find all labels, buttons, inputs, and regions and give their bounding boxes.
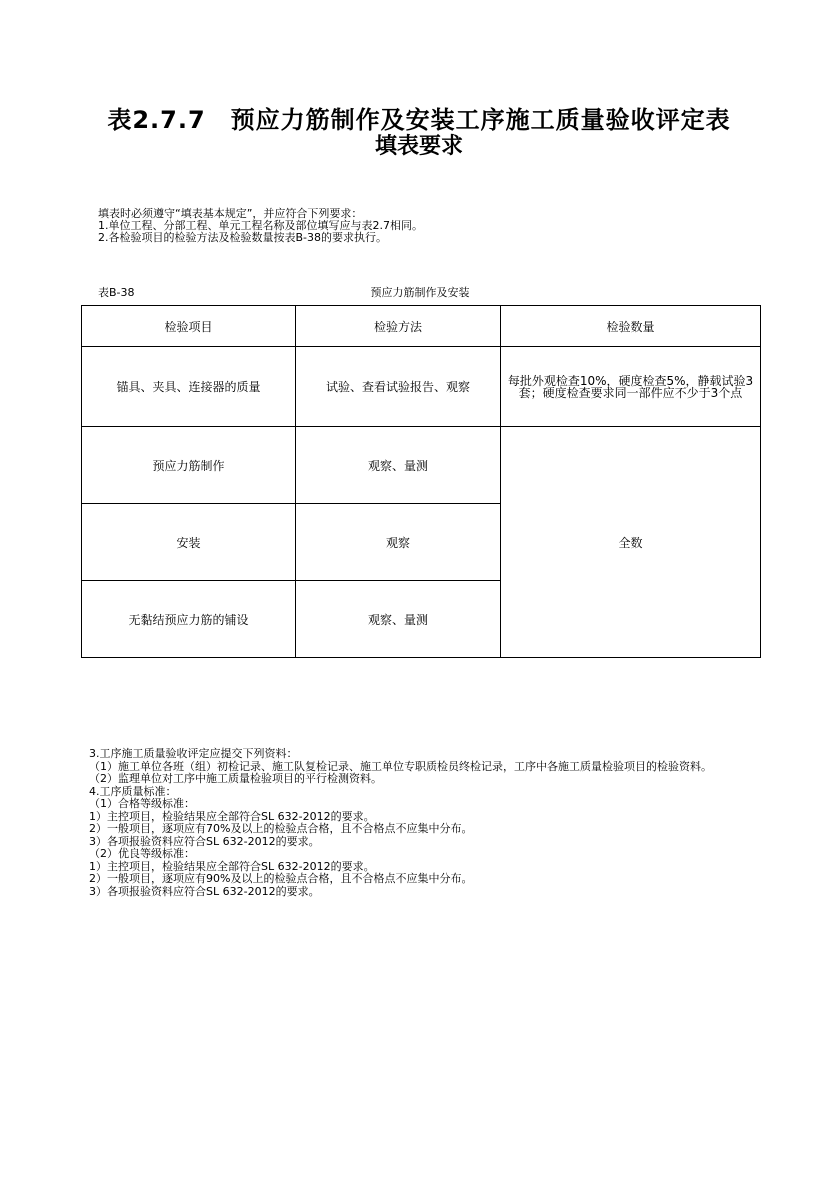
note-line: 3）各项报验资料应符合SL 632-2012的要求。 [82,834,320,848]
header-inspection-method: 检验方法 [296,306,501,347]
header-inspection-quantity: 检验数量 [501,306,761,347]
cell-method: 试验、查看试验报告、观察 [296,347,501,427]
cell-item: 无黏结预应力筋的铺设 [82,581,296,658]
note-line: 3.工序施工质量验收评定应提交下列资料： [82,747,298,760]
table-header-row [82,306,761,347]
cell-item: 锚具、夹具、连接器的质量 [82,347,296,427]
cell-method: 观察、量测 [296,427,501,504]
intro-requirements [98,208,423,244]
header-inspection-item: 检验项目 [82,306,296,347]
note-line: （1）施工单位各班（组）初检记录、施工队复检记录、施工单位专职质检员终检记录，工序中各施工质量检验项目的检验资料。 [82,759,712,773]
table-code: 表B-38 [98,286,135,299]
note-line: （1）合格等级标准： [82,797,195,810]
note-line: （2）优良等级标准： [82,847,195,860]
cell-method: 观察 [296,504,501,581]
note-line: 1）主控项目，检验结果应全部符合SL 632-2012的要求。 [82,859,375,873]
note-line: 3）各项报验资料应符合SL 632-2012的要求。 [82,884,320,898]
intro-line: 填表时必须遵守“填表基本规定”，并应符合下列要求： [98,207,363,220]
note-line: （2）监理单位对工序中施工质量检验项目的平行检测资料。 [82,772,382,785]
note-line: 2）一般项目，逐项应有70%及以上的检验点合格，且不合格点不应集中分布。 [82,822,473,835]
cell-quantity: 每批外观检查10%，硬度检查5%，静载试验3套；硬度检查要求同一部件应不少于3个点 [501,347,761,427]
table-name: 预应力筋制作及安装 [370,286,470,299]
note-line: 2）一般项目，逐项应有90%及以上的检验点合格，且不合格点不应集中分布。 [82,872,473,885]
page-title: 表2.7.7 预应力筋制作及安装工序施工质量验收评定表 [107,106,731,134]
cell-item: 预应力筋制作 [82,427,296,504]
cell-quantity-merged: 全数 [501,427,761,658]
intro-line: 2.各检验项目的检验方法及检验数量按表B-38的要求执行。 [98,231,388,244]
cell-item: 安装 [82,504,296,581]
note-line: 4.工序质量标准： [82,784,177,798]
note-line: 1）主控项目，检验结果应全部符合SL 632-2012的要求。 [82,809,375,823]
submission-notes [82,748,762,898]
page-subtitle: 填表要求 [374,134,463,159]
cell-method: 观察、量测 [296,581,501,658]
table-row [82,347,761,427]
table-row [82,427,761,504]
inspection-table [81,305,761,658]
intro-line: 1.单位工程、分部工程、单元工程名称及部位填写应与表2.7相同。 [98,219,423,232]
